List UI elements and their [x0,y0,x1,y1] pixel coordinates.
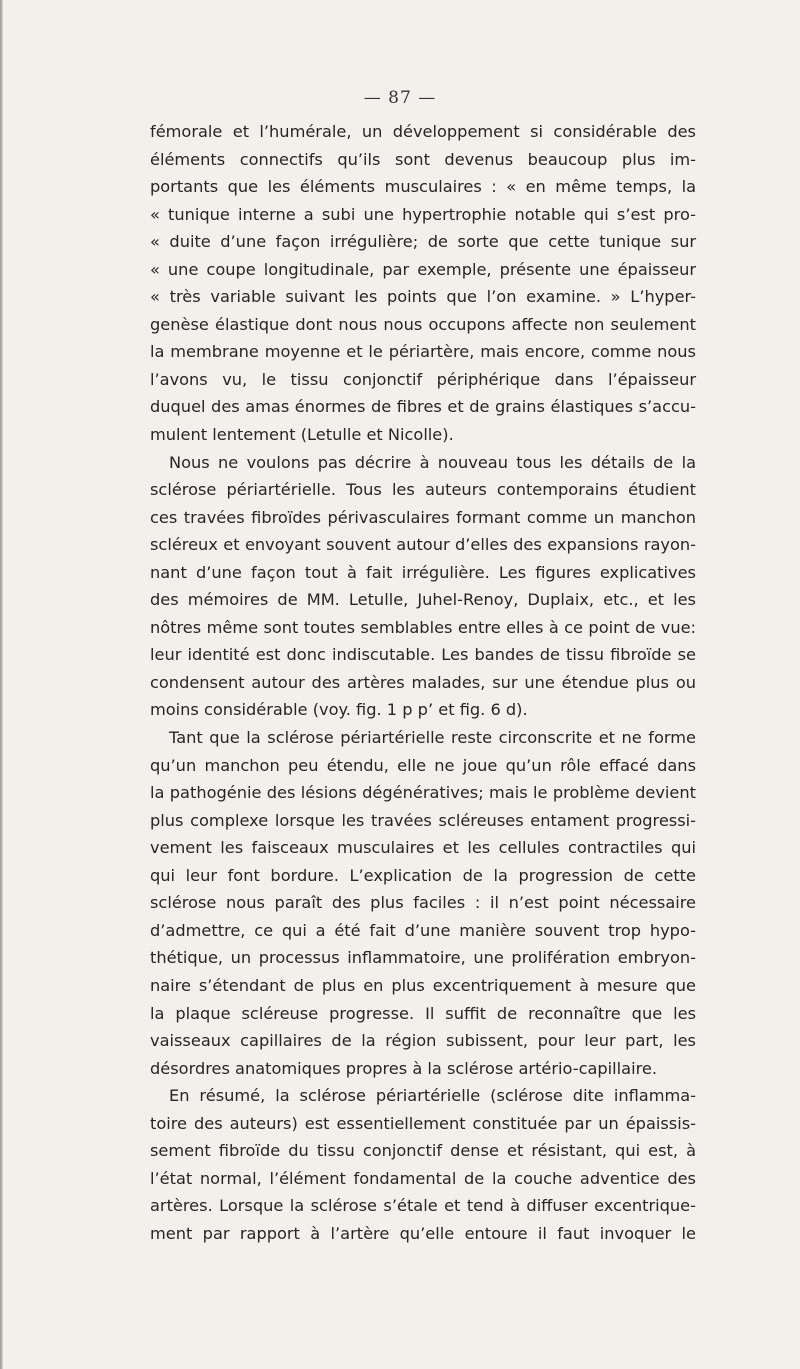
text-line: condensent autour des artères malades, sur une étendue plus ou [150,672,696,692]
text-line: genèse élastique dont nous nous occupons affecte non seulement [150,314,696,334]
text-line: la plaque scléreuse progresse. Il suffit de reconnaître que les [150,1003,696,1023]
text-line: des mémoires de MM. Letulle, Juhel-Renoy, Duplaix, etc., et les [150,590,696,610]
text-line: l’avons vu, le tissu conjonctif périphérique dans l’épaisseur [150,369,696,389]
text-line: vement les faisceaux musculaires et les cellules contractiles qui [150,838,696,858]
text-line: sclérose nous paraît des plus faciles : il n’est point nécessaire [150,893,696,913]
text-line: « une coupe longitudinale, par exemple, présente une épaisseur [150,259,696,279]
text-line: qui leur font bordure. L’explication de la progression de cette [150,865,696,885]
text-line: Nous ne voulons pas décrire à nouveau tous les détails de la [169,452,696,472]
text-line: d’admettre, ce qui a été fait d’une manière souvent trop hypo- [150,920,696,940]
text-line: thétique, un processus inflammatoire, une prolifération embryon- [150,948,696,968]
text-line: artères. Lorsque la sclérose s’étale et tend à diffuser excentrique- [150,1196,696,1216]
text-line: « tunique interne a subi une hypertrophie notable qui s’est pro- [150,204,696,224]
text-line: plus complexe lorsque les travées scléreuses entament progressi- [150,810,696,830]
text-line: vaisseaux capillaires de la région subissent, pour leur part, les [150,1031,696,1051]
page-number: — 87 — [363,88,437,108]
text-line: naire s’étendant de plus en plus excentriquement à mesure que [150,975,696,995]
text-line: Tant que la sclérose périartérielle reste circonscrite et ne forme [169,728,696,748]
text-line: ces travées fibroïdes périvasculaires formant comme un manchon [150,507,696,527]
text-line: ment par rapport à l’artère qu’elle entoure il faut invoquer le [150,1223,696,1243]
text-line: scléreux et envoyant souvent autour d’elles des expansions rayon- [150,535,696,555]
text-line: qu’un manchon peu étendu, elle ne joue qu’un rôle effacé dans [150,755,696,775]
text-line: duquel des amas énormes de fibres et de grains élastiques s’accu- [150,397,696,417]
text-line: éléments connectifs qu’ils sont devenus beaucoup plus im- [150,149,696,169]
text-line: nôtres même sont toutes semblables entre elles à ce point de vue: [150,617,696,637]
text-line: En résumé, la sclérose périartérielle (sclérose dite inflamma- [169,1086,696,1106]
text-line: la pathogénie des lésions dégénératives; mais le problème devient [150,783,696,803]
text-line: portants que les éléments musculaires : « en même temps, la [150,177,696,197]
text-line: mulent lentement (Letulle et Nicolle). [150,425,454,445]
text-line: sclérose périartérielle. Tous les auteurs contemporains étudient [150,480,696,500]
text-line: fémorale et l’humérale, un développement si considérable des [150,122,696,141]
text-line: leur identité est donc indiscutable. Les bandes de tissu fibroïde se [150,645,696,665]
body-text [150,118,696,1247]
text-line: « duite d’une façon irrégulière; de sorte que cette tunique sur [150,232,696,252]
page-edge-shadow [0,0,3,1369]
text-line: sement fibroïde du tissu conjonctif dense et résistant, qui est, à [150,1141,696,1161]
text-line: moins considérable (voy. fig. 1 p p’ et fig. 6 d). [150,700,528,720]
text-line: « très variable suivant les points que l’on examine. » L’hyper- [150,287,696,307]
text-line: l’état normal, l’élément fondamental de la couche adventice des [150,1168,696,1188]
text-line: la membrane moyenne et le périartère, mais encore, comme nous [150,342,696,362]
text-line: désordres anatomiques propres à la sclérose artério-capillaire. [150,1058,657,1078]
text-line: nant d’une façon tout à fait irrégulière. Les figures explicatives [150,562,696,582]
text-line: toire des auteurs) est essentiellement constituée par un épaissis- [150,1113,696,1133]
